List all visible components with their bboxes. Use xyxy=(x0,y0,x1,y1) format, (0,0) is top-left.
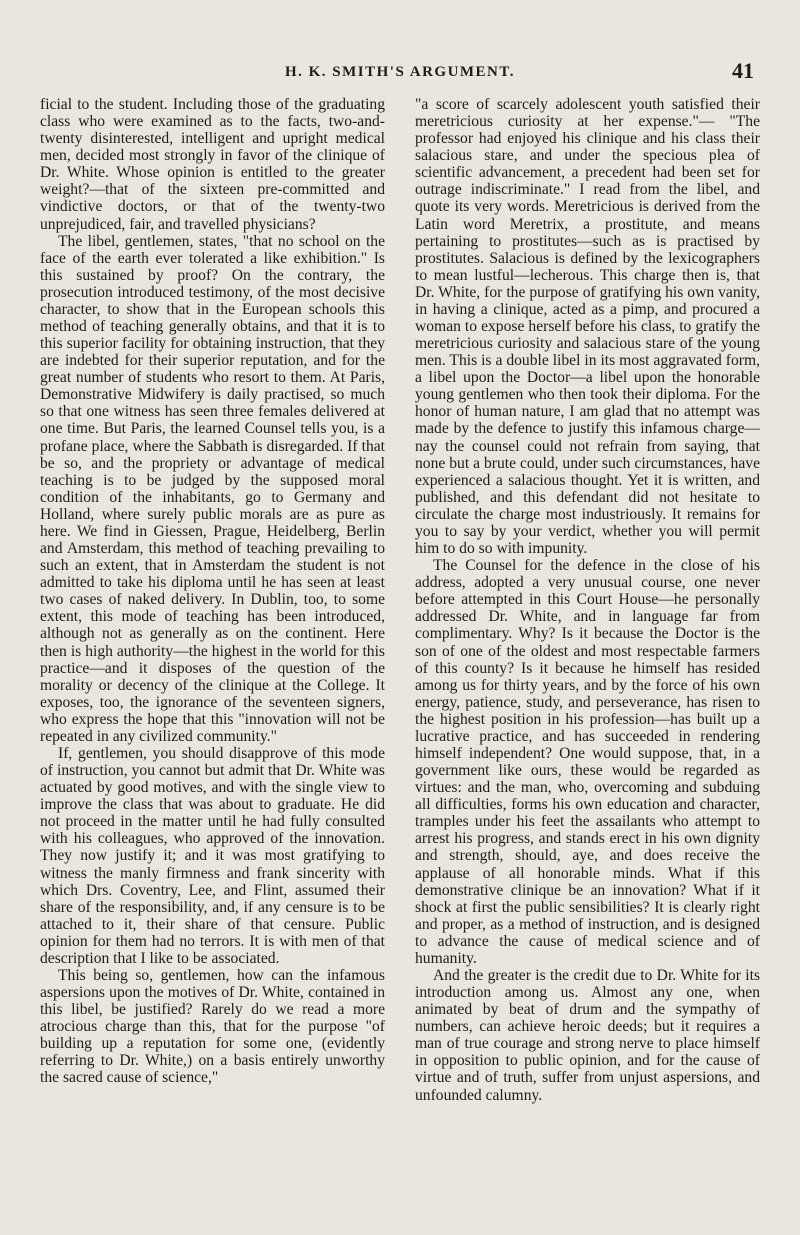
paragraph: And the greater is the credit due to Dr. White for its introduction among us. Almost any one, when animated by beat of drum and the sympathy of numbers, can achieve heroic deeds; but it requires a man of true courage and strong nerve to place himself in opposition to public opinion, and for the cause of virtue and of truth, suffer from unjust aspersions, and unfounded calumny. xyxy=(415,966,760,1104)
paragraph: ficial to the student. Including those of the graduating class who were examined as to the facts, two-and-twenty disinterested, intelligent and upright medical men, decided most strongly in favor of the clinique of Dr. White. Whose opinion is entitled to the greater weight?—that of the sixteen pre-committed and vindictive doctors, or that of the twenty-two unprejudiced, fair, and travelled physicians? xyxy=(40,96,385,233)
right-column xyxy=(415,96,760,1104)
running-header xyxy=(40,58,760,86)
paragraph: The Counsel for the defence in the close of his address, adopted a very unusual course, one never before attempted in this Court House—he personally addressed Dr. White, and in language far from complimentary. Why? Is it because the Doctor is the son of one of the oldest and most respectable farmers of this county? Is it because he himself has resided among us for thirty years, and by the force of his own energy, patience, study, and perseverance, has risen to the highest position in his profession—has built up a lucrative practice, and has succeeded in rendering himself independent? One would suppose, that, in a government like ours, these would be regarded as virtues: and the man, who, overcoming and subduing all difficulties, forms his own education and character, tramples under his feet the assailants who attempt to arrest his progress, and stands erect in his own dignity and strength, should, aye, and does receive the applause of all honorable minds. What if this demonstrative clinique be an innovation? What if it shock at first the public sensibilities? It is clearly right and proper, as a method of instruction, and is designed to advance the cause of medical science and of humanity. xyxy=(415,557,760,967)
running-title: H. K. SMITH'S ARGUMENT. xyxy=(284,64,516,80)
page-number: 41 xyxy=(732,58,754,83)
paragraph: The libel, gentlemen, states, "that no school on the face of the earth ever tolerated a like exhibition." Is this sustained by proof? On the contrary, the prosecution introduced testimony, of the most decisive character, to show that in the European schools this method of teaching generally obtains, and that it is to this superior facility for obtaining instruction, that they are indebted for their superior reputation, and for the great number of students who resort to them. At Paris, Demonstrative Midwifery is daily practised, so much so that one witness has seen three females delivered at one time. But Paris, the learned Counsel tells you, is a profane place, where the Sabbath is disregarded. If that be so, and the propriety or advantage of medical teaching is to be judged by the supposed moral condition of the inhabitants, go to Germany and Holland, where surely public morals are as pure as here. We find in Giessen, Prague, Heidelberg, Berlin and Amsterdam, this method of teaching prevailing to such an extent, that in Amsterdam the student is not admitted to take his diploma until he has seen at least two cases of naked delivery. In Dublin, too, to some extent, this mode of teaching has been introduced, although not as generally as on the continent. Here then is high authority—the highest in the world for this practice—and it disposes of the question of the morality or decency of the clinique at the College. It exposes, too, the ignorance of the seventeen signers, who express the hope that this "innovation will not be repeated in any civilized community." xyxy=(40,232,385,745)
text-columns xyxy=(40,96,760,1104)
paragraph: "a score of scarcely adolescent youth satisfied their meretricious curiosity at her expense."— "The professor had enjoyed his clinique and his class their salacious stare, and under the specious plea of scientific advancement, a precedent had been set for outrage indiscriminate." I read from the libel, and quote its very words. Meretricious is derived from the Latin word Meretrix, a prostitute, and means pertaining to prostitutes—such as is practised by prostitutes. Salacious is defined by the lexicographers to mean lustful—lecherous. This charge then is, that Dr. White, for the purpose of gratifying his own vanity, in having a clinique, acted as a pimp, and procured a woman to expose herself before his class, to gratify the meretricious curiosity and salacious stare of the young men. This is a double libel in its most aggravated form, a libel upon the Doctor—a libel upon the honorable young gentlemen who then took their diploma. For the honor of human nature, I am glad that no attempt was made by the defence to justify this infamous charge—nay the counsel could not refrain from saying, that none but a brute could, under such circumstances, have experienced a salacious thought. Yet it is written, and published, and this defendant did not hesitate to circulate the charge most industriously. It remains for you to say by your verdict, whether you will permit him to do so with impunity. xyxy=(415,96,760,558)
paragraph: If, gentlemen, you should disapprove of this mode of instruction, you cannot but admit that Dr. White was actuated by good motives, and with the single view to improve the class that was about to graduate. He did not proceed in the matter until he had fully consulted with his colleagues, who approved of the innovation. They now justify it; and it was most gratifying to witness the manly firmness and frank sincerity with which Drs. Coventry, Lee, and Flint, assumed their share of the responsibility, and, if any censure is to be attached to it, their share of that censure. Public opinion for them had no terrors. It is with men of that description that I like to be associated. xyxy=(40,744,385,967)
left-column xyxy=(40,96,385,1104)
paragraph: This being so, gentlemen, how can the infamous aspersions upon the motives of Dr. White, contained in this libel, be justified? Rarely do we read a more atrocious charge than this, that for the purpose "of building up a reputation for some one, (evidently referring to Dr. White,) on a basis entirely unworthy the sacred cause of science," xyxy=(40,966,385,1087)
